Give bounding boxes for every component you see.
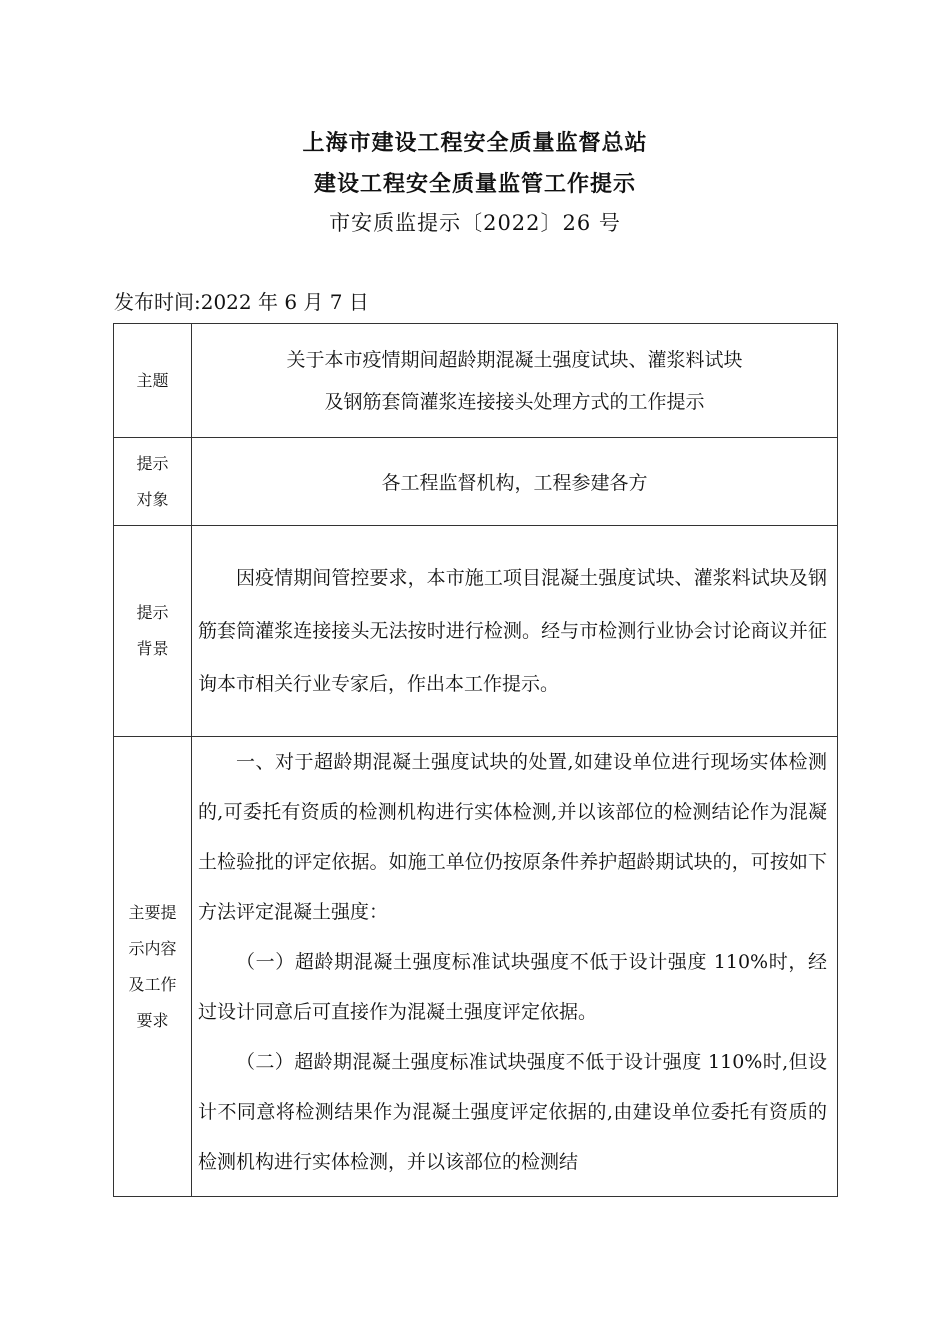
organization-title: 上海市建设工程安全质量监督总站 <box>302 131 648 156</box>
requirements-content <box>192 737 838 1197</box>
requirements-paragraph-1: 一、对于超龄期混凝土强度试块的处置,如建设单位进行现场实体检测的,可委托有资质的检测机构进行实体检测,并以该部位的检测结论作为混凝土检验批的评定依据。如施工单位仍按原条件养护超龄期试块的，可按如下方法评定混凝土强度： <box>198 751 827 923</box>
publish-date: 发布时间:2022 年 6 月 7 日 <box>114 290 369 314</box>
target-label-line-1: 提示 <box>136 453 169 473</box>
table-row-requirements <box>114 737 838 1197</box>
requirements-label-line-2: 示内容 <box>128 938 177 958</box>
document-title: 建设工程安全质量监管工作提示 <box>313 172 636 197</box>
background-label-line-1: 提示 <box>136 603 169 622</box>
table-row-topic <box>114 324 838 438</box>
topic-label: 主题 <box>114 324 192 438</box>
requirements-label <box>114 737 192 1197</box>
topic-line-2: 及钢筋套筒灌浆连接接头处理方式的工作提示 <box>324 390 705 413</box>
table-row-target <box>114 438 838 526</box>
target-label-line-2: 对象 <box>136 489 169 509</box>
topic-line-1: 关于本市疫情期间超龄期混凝土强度试块、灌浆料试块 <box>286 348 743 371</box>
background-label-line-2: 背景 <box>136 639 169 658</box>
requirements-label-line-4: 要求 <box>136 1010 169 1030</box>
background-paragraph: 因疫情期间管控要求，本市施工项目混凝土强度试块、灌浆料试块及钢筋套筒灌浆连接接头无法按时进行检测。经与市检测行业协会讨论商议并征询本市相关行业专家后，作出本工作提示。 <box>198 566 827 695</box>
background-label <box>114 526 192 737</box>
document-number: 市安质监提示〔2022〕26 号 <box>329 211 621 235</box>
requirements-paragraph-2: （一）超龄期混凝土强度标准试块强度不低于设计强度 110%时，经过设计同意后可直接作为混凝土强度评定依据。 <box>198 951 827 1023</box>
table-row-background <box>114 526 838 737</box>
requirements-label-line-3: 及工作 <box>128 974 177 994</box>
background-content <box>192 526 838 737</box>
target-label <box>114 438 192 526</box>
notice-table <box>113 323 838 1197</box>
requirements-label-line-1: 主要提 <box>128 902 177 922</box>
target-content: 各工程监督机构，工程参建各方 <box>192 438 838 526</box>
topic-content <box>192 324 838 438</box>
requirements-text-area <box>198 737 827 1196</box>
requirements-paragraph-3: （二）超龄期混凝土强度标准试块强度不低于设计强度 110%时,但设计不同意将检测结果作为混凝土强度评定依据的,由建设单位委托有资质的检测机构进行实体检测，并以该部位的检测结 <box>198 1051 827 1173</box>
